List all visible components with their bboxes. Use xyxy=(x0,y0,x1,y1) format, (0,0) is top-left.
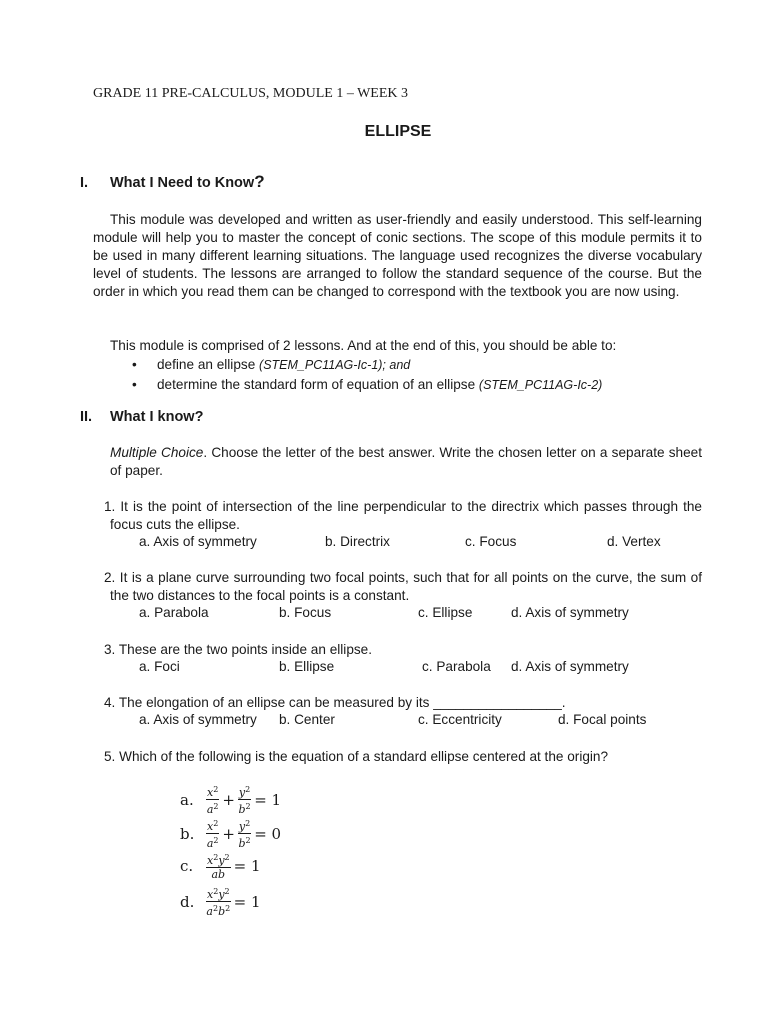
section-2-number: II. xyxy=(80,409,93,425)
question-4-choice-c: c. Eccentricity xyxy=(418,712,502,727)
section-1-question-mark: ? xyxy=(254,172,265,191)
list-item: • determine the standard form of equation of an ellipse (STEM_PC11AG-Ic-2) xyxy=(132,375,602,395)
lessons-paragraph: This module is comprised of 2 lessons. And at the end of this, you should be able to: xyxy=(110,338,617,353)
section-1-title: What I Need to Know xyxy=(110,175,255,191)
question-4: 4. The elongation of an ellipse can be measured by its _________________. xyxy=(104,695,566,710)
question-2-choice-b: b. Focus xyxy=(279,605,332,620)
section-2-heading xyxy=(80,409,203,425)
question-3-choice-b: b. Ellipse xyxy=(279,659,335,674)
question-1-choice-d: d. Vertex xyxy=(607,534,661,549)
question-2-choice-c: c. Ellipse xyxy=(418,605,473,620)
equation-option-d: d. $\frac{x^2y^2}{a^2b^2}$ = 1 xyxy=(180,887,261,918)
section-1-number: I. xyxy=(80,175,89,191)
question-1: 1. It is the point of intersection of the line perpendicular to the directrix which passes through the focus cuts the ellipse. xyxy=(104,499,702,532)
instructions xyxy=(110,444,702,480)
question-4-choice-b: b. Center xyxy=(279,712,335,727)
instructions-label: Multiple Choice xyxy=(110,445,204,460)
equation-option-a: a. $\frac{x^2}{a^2}$ + $\frac{y^2}{b^2}$ = 1 xyxy=(180,785,282,816)
equation-option-b: b. $\frac{x^2}{a^2}$ + $\frac{y^2}{b^2}$ = 0 xyxy=(180,819,282,850)
page-title: ELLIPSE xyxy=(364,123,432,140)
equation-option-c: c. $\frac{x^2y^2}{ab}$ = 1 xyxy=(180,853,261,881)
question-1-choice-b: b. Directrix xyxy=(325,534,390,549)
intro-paragraph: This module was developed and written as user-friendly and easily understood. This self-learning module will help you to master the concept of conic sections. The scope of this module permits it to be used in many different learning situations. The language used recognizes the diverse vocabulary level of students. The lessons are arranged to follow the standard sequence of the course. But the order in which you read them can be changed to correspond with the textbook you are now using. xyxy=(93,212,702,299)
question-2: 2. It is a plane curve surrounding two focal points, such that for all points on the curve, the sum of the two distances to the focal points is a constant. xyxy=(104,570,702,603)
question-3-choice-a: a. Foci xyxy=(139,659,180,674)
question-2-choice-d: d. Axis of symmetry xyxy=(511,605,629,620)
question-3: 3. These are the two points inside an ellipse. xyxy=(104,642,373,657)
question-3-choice-c: c. Parabola xyxy=(422,659,491,674)
section-2-title: What I know? xyxy=(110,409,204,425)
list-item: • define an ellipse (STEM_PC11AG-Ic-1); and xyxy=(132,355,602,375)
section-1-heading xyxy=(80,172,265,192)
objectives-list xyxy=(132,355,602,395)
question-5: 5. Which of the following is the equation of a standard ellipse centered at the origin? xyxy=(104,749,609,764)
question-1-choice-c: c. Focus xyxy=(465,534,517,549)
question-3-choice-d: d. Axis of symmetry xyxy=(511,659,629,674)
module-header: GRADE 11 PRE-CALCULUS, MODULE 1 – WEEK 3 xyxy=(93,86,408,101)
question-4-choice-a: a. Axis of symmetry xyxy=(139,712,257,727)
question-2-choice-a: a. Parabola xyxy=(139,605,209,620)
question-1-choice-a: a. Axis of symmetry xyxy=(139,534,257,549)
question-4-choice-d: d. Focal points xyxy=(558,712,647,727)
instructions-text: . Choose the letter of the best answer. Write the chosen letter on a separate sheet of paper. xyxy=(110,445,703,478)
